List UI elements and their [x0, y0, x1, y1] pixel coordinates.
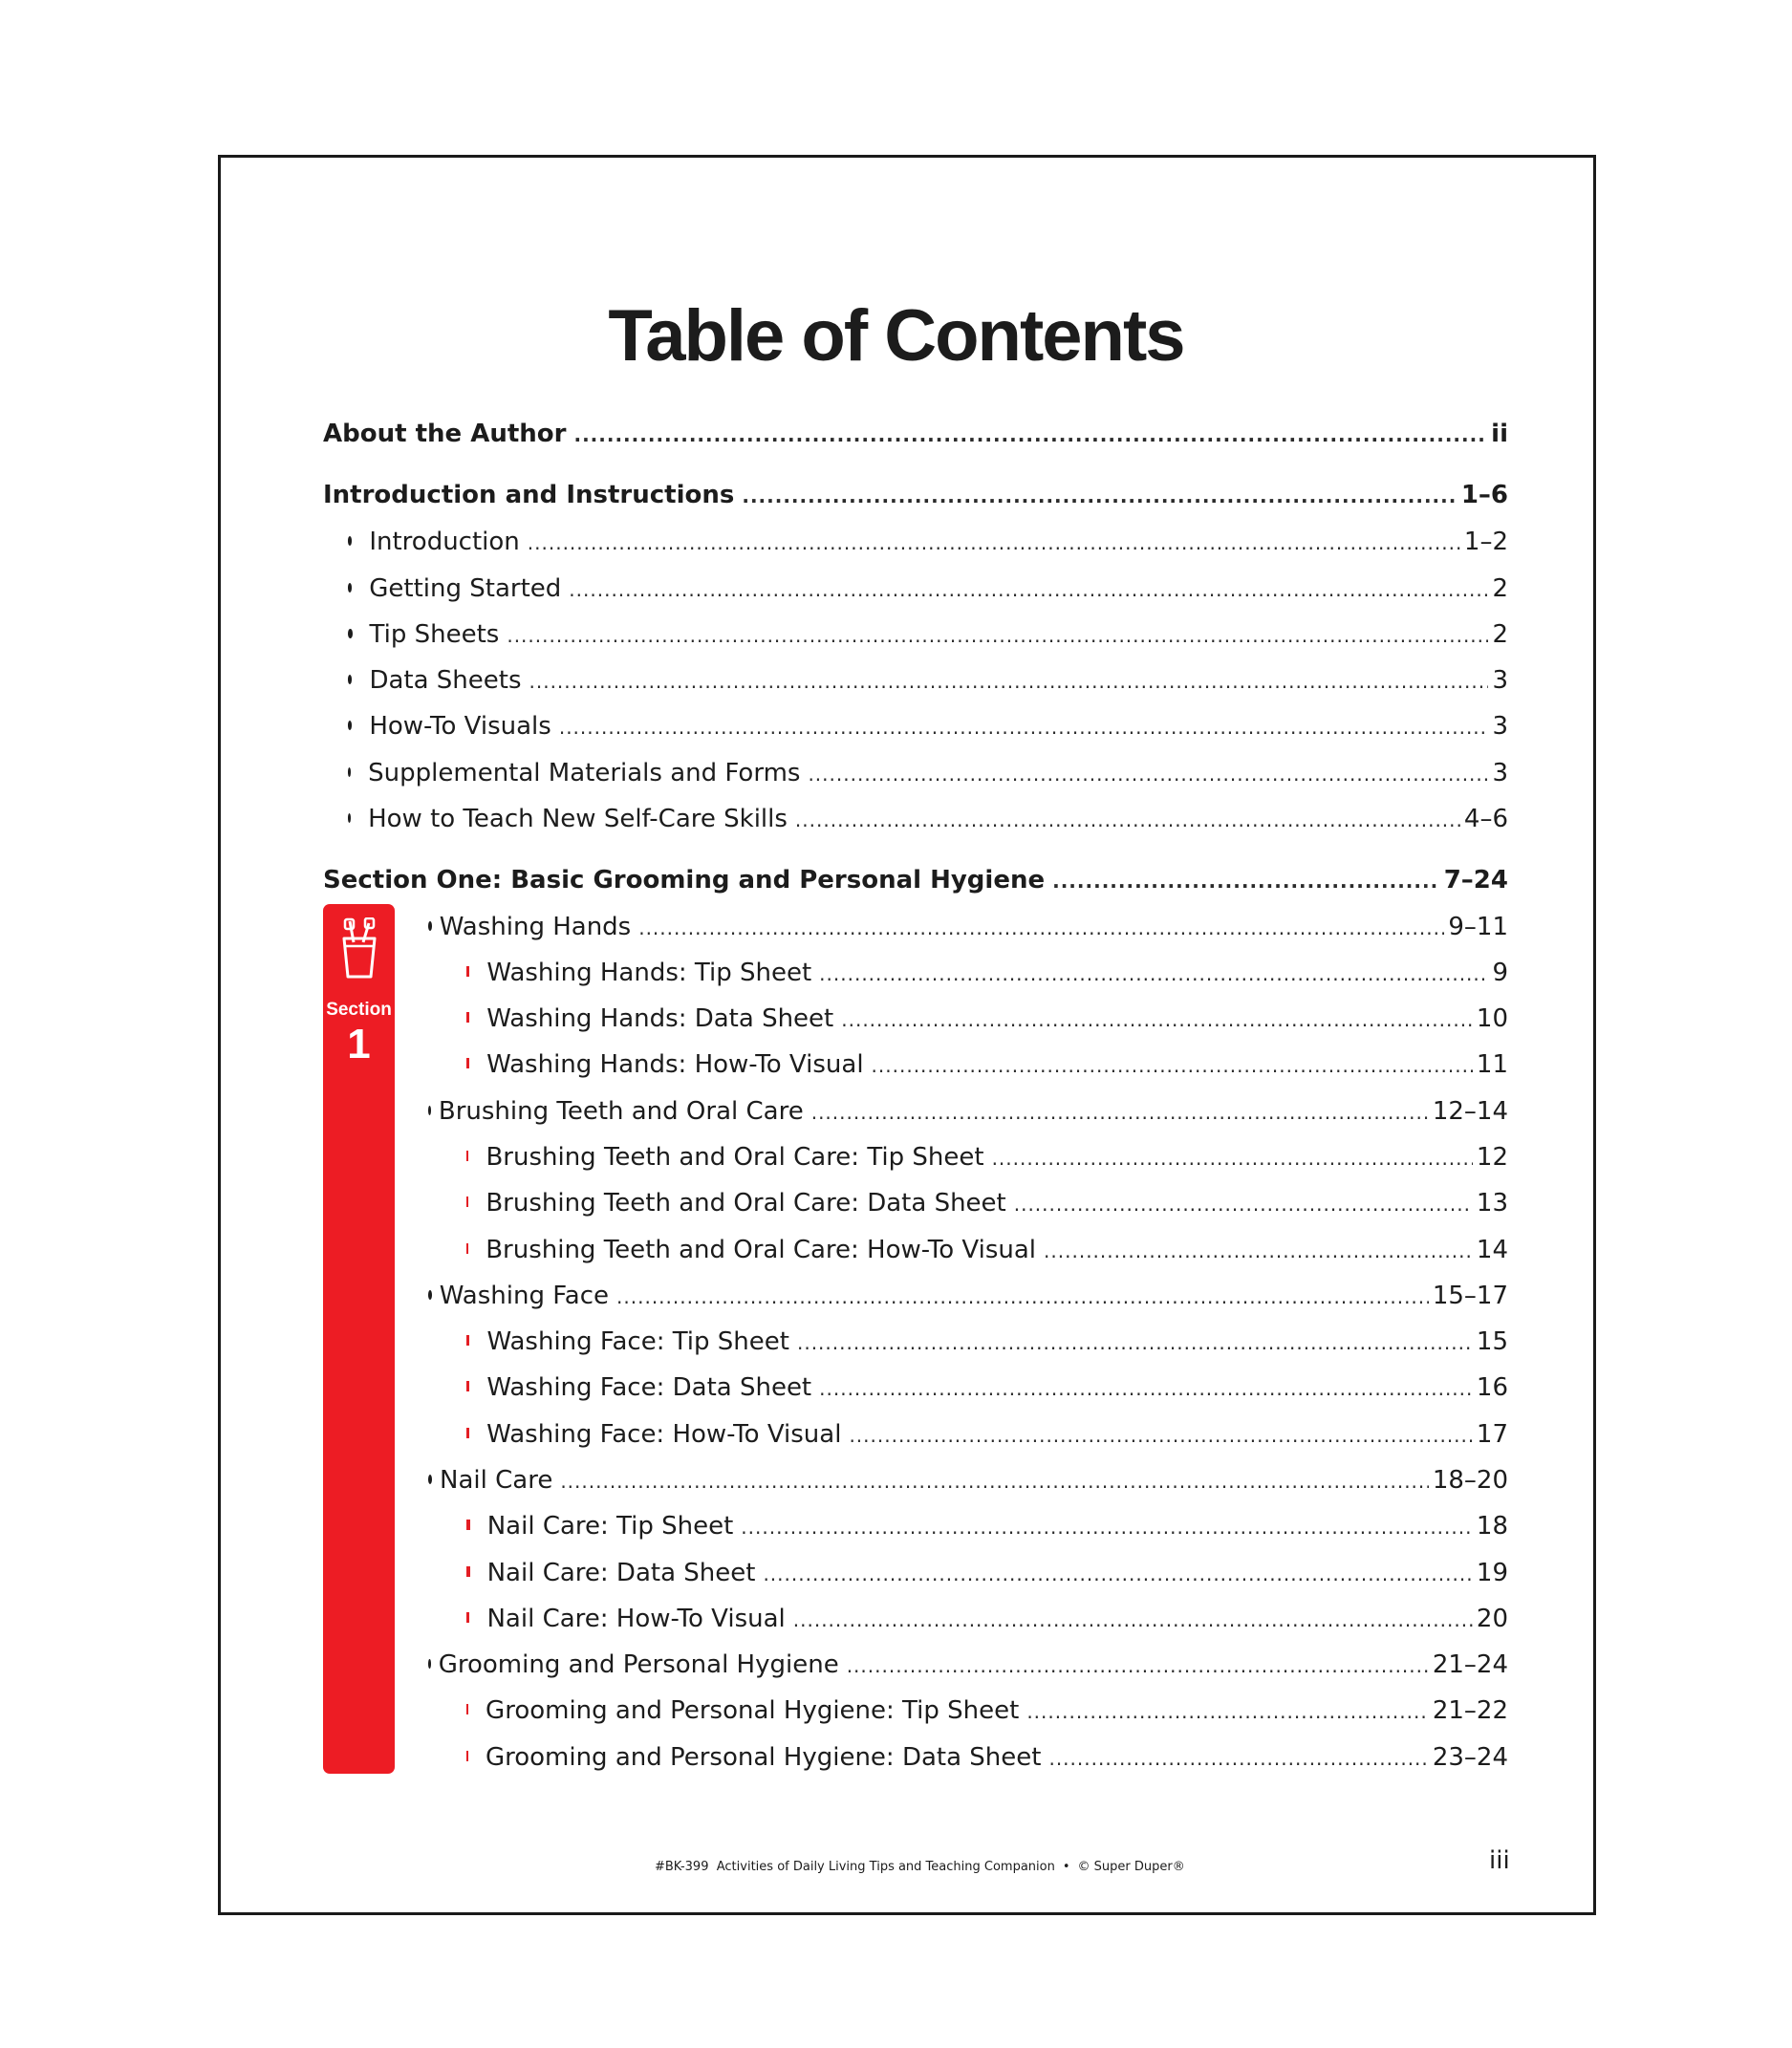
bullet-icon	[348, 767, 351, 777]
red-square-bullet-icon	[466, 1428, 469, 1438]
toc-entry-data-sheets[interactable]: Data Sheets ..... 3	[348, 659, 1508, 701]
bullet-icon	[348, 536, 352, 546]
toc-entry-how-to-visuals[interactable]: How-To Visuals ..... 3	[348, 705, 1508, 747]
red-square-bullet-icon	[466, 1335, 469, 1346]
red-square-bullet-icon	[466, 1520, 470, 1530]
toc-entry-nail-care[interactable]: Nail Care ..... 18–20	[428, 1459, 1508, 1501]
page-footer	[655, 1860, 1185, 1874]
bullet-icon	[348, 721, 352, 730]
toc-entry-grooming-data[interactable]: Grooming and Personal Hygiene: Data Sheet ..... 23–24	[466, 1736, 1508, 1779]
red-square-bullet-icon	[466, 1243, 468, 1254]
book-title: Activities of Daily Living Tips and Teaching Companion	[716, 1860, 1055, 1874]
red-square-bullet-icon	[466, 1151, 468, 1161]
toc-entry-grooming-tip[interactable]: Grooming and Personal Hygiene: Tip Sheet ..... 21–22	[466, 1690, 1508, 1732]
toothbrush-cup-icon	[336, 917, 382, 981]
toc-entry-introduction[interactable]: Introduction ..... 1–2	[348, 521, 1508, 563]
bullet-icon	[428, 1659, 431, 1669]
toc-entry-about-author[interactable]: About the Author ..... ii	[323, 413, 1508, 455]
toc-entry-supplemental-materials[interactable]: Supplemental Materials and Forms ..... 3	[348, 752, 1508, 794]
bullet-icon	[428, 1106, 431, 1115]
product-code: #BK-399	[655, 1860, 709, 1874]
bullet-icon	[428, 1290, 432, 1300]
toc-entry-section-one[interactable]: Section One: Basic Grooming and Personal Hygiene ..... 7–24	[323, 859, 1508, 901]
toc-entry-washing-hands-visual[interactable]: Washing Hands: How-To Visual ..... 11	[466, 1044, 1508, 1086]
red-square-bullet-icon	[466, 1012, 469, 1023]
bullet-icon	[348, 675, 352, 684]
red-square-bullet-icon	[466, 1566, 470, 1577]
red-square-bullet-icon	[466, 1196, 468, 1207]
toc-entry-nail-care-visual[interactable]: Nail Care: How-To Visual ..... 20	[466, 1598, 1508, 1640]
toc-entry-tip-sheets[interactable]: Tip Sheets ..... 2	[348, 614, 1508, 656]
bullet-icon	[428, 1475, 432, 1484]
section-label: Section	[326, 1000, 392, 1020]
toc-entry-washing-face-data[interactable]: Washing Face: Data Sheet ..... 16	[466, 1367, 1508, 1409]
bullet-icon	[348, 813, 351, 823]
toc-entry-brushing-teeth-data[interactable]: Brushing Teeth and Oral Care: Data Sheet ..... 13	[466, 1182, 1508, 1224]
red-square-bullet-icon	[466, 1381, 469, 1391]
copyright: © Super Duper®	[1077, 1860, 1185, 1874]
toc-entry-brushing-teeth[interactable]: Brushing Teeth and Oral Care ..... 12–14	[428, 1090, 1508, 1132]
toc-entry-how-to-teach[interactable]: How to Teach New Self-Care Skills ..... 4–6	[348, 798, 1508, 840]
bullet-icon	[348, 629, 353, 638]
toc-entry-washing-face-tip[interactable]: Washing Face: Tip Sheet ..... 15	[466, 1321, 1508, 1363]
section-tab	[323, 904, 395, 1774]
toc-entry-washing-hands-data[interactable]: Washing Hands: Data Sheet ..... 10	[466, 998, 1508, 1040]
page-title: Table of Contents	[608, 295, 1184, 377]
toc-entry-brushing-teeth-tip[interactable]: Brushing Teeth and Oral Care: Tip Sheet ..... 12	[466, 1136, 1508, 1178]
red-square-bullet-icon	[466, 1704, 468, 1714]
page-number: iii	[1489, 1846, 1510, 1875]
toc-entry-grooming[interactable]: Grooming and Personal Hygiene ..... 21–24	[428, 1644, 1508, 1686]
section-number: 1	[347, 1021, 371, 1067]
toc-entry-introduction-instructions[interactable]: Introduction and Instructions ..... 1–6	[323, 474, 1508, 516]
bullet-icon	[428, 921, 432, 931]
toc-entry-nail-care-tip[interactable]: Nail Care: Tip Sheet ..... 18	[466, 1505, 1508, 1547]
toc-entry-washing-hands-tip[interactable]: Washing Hands: Tip Sheet ..... 9	[466, 952, 1508, 994]
red-square-bullet-icon	[466, 966, 469, 977]
toc-entry-brushing-teeth-visual[interactable]: Brushing Teeth and Oral Care: How-To Visual ..... 14	[466, 1229, 1508, 1271]
red-square-bullet-icon	[466, 1058, 469, 1068]
toc-entry-washing-face[interactable]: Washing Face ..... 15–17	[428, 1275, 1508, 1317]
toc-entry-getting-started[interactable]: Getting Started ..... 2	[348, 568, 1508, 610]
red-square-bullet-icon	[466, 1612, 469, 1623]
red-square-bullet-icon	[466, 1751, 468, 1761]
toc-entry-washing-face-visual[interactable]: Washing Face: How-To Visual ..... 17	[466, 1413, 1508, 1455]
toc-entry-washing-hands[interactable]: Washing Hands ..... 9–11	[428, 906, 1508, 948]
bullet-icon	[348, 583, 352, 593]
footer-separator: •	[1062, 1860, 1070, 1874]
toc-entry-nail-care-data[interactable]: Nail Care: Data Sheet ..... 19	[466, 1552, 1508, 1594]
